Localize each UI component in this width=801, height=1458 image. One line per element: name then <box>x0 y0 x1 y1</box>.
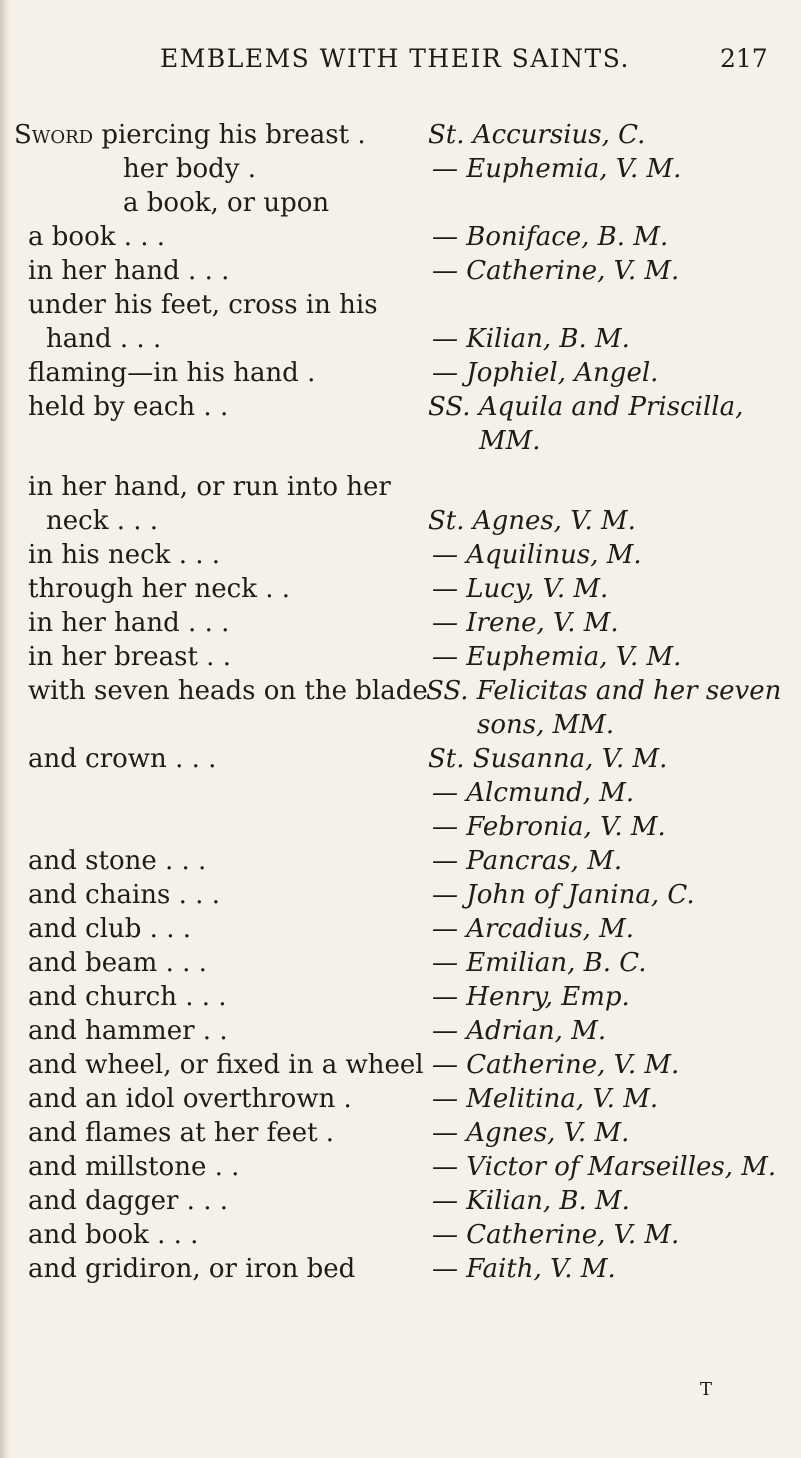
saint-entry: — John of Janina, C. <box>432 880 695 910</box>
emblem-line: held by each . . <box>28 392 229 422</box>
saint-entry: — Arcadius, M. <box>432 914 634 944</box>
emblem-line: her body . <box>123 154 256 184</box>
emblem-line: through her neck . . <box>28 574 291 604</box>
signature-mark: T <box>700 1379 713 1400</box>
saint-entry: — Victor of Marseilles, M. <box>432 1152 777 1182</box>
emblem-line: and an idol overthrown . <box>28 1084 352 1114</box>
saint-entry: — Pancras, M. <box>432 846 623 876</box>
saint-entry: — Melitina, V. M. <box>432 1084 659 1114</box>
saint-entry: — Lucy, V. M. <box>432 574 609 604</box>
saint-entry: sons, MM. <box>477 710 615 740</box>
saint-entry: — Henry, Emp. <box>432 982 630 1012</box>
emblem-line: in his neck . . . <box>28 540 221 570</box>
emblem-line: in her hand, or run into her <box>28 472 391 502</box>
saint-entry: SS. Aquila and Priscilla, <box>428 392 744 422</box>
page-number: 217 <box>720 44 768 73</box>
saint-entry: — Adrian, M. <box>432 1016 607 1046</box>
emblem-line: hand . . . <box>46 324 162 354</box>
saint-entry: St. Accursius, C. <box>428 120 646 150</box>
saint-entry: — Faith, V. M. <box>432 1254 616 1284</box>
saint-entry: — Agnes, V. M. <box>432 1118 630 1148</box>
drop-word: Sword <box>14 120 94 150</box>
emblem-line: neck . . . <box>46 506 159 536</box>
emblem-line: and crown . . . <box>28 744 217 774</box>
emblem-line: and hammer . . <box>28 1016 228 1046</box>
saint-entry: — Euphemia, V. M. <box>432 154 682 184</box>
emblem-line: in her breast . . <box>28 642 231 672</box>
saint-entry: — Emilian, B. C. <box>432 948 647 978</box>
emblem-line: in her hand . . . <box>28 256 230 286</box>
saint-entry: — Kilian, B. M. <box>432 324 630 354</box>
emblem-line: and millstone . . <box>28 1152 240 1182</box>
emblem-line: under his feet, cross in his <box>28 290 378 320</box>
emblem-line: and chains . . . <box>28 880 220 910</box>
saint-entry: MM. <box>479 426 541 456</box>
saint-entry: — Irene, V. M. <box>432 608 619 638</box>
emblem-line <box>14 122 366 148</box>
saint-entry: — Aquilinus, M. <box>432 540 642 570</box>
emblem-line: and club . . . <box>28 914 192 944</box>
emblem-line: with seven heads on the blade <box>28 676 428 706</box>
emblem-line: and stone . . . <box>28 846 207 876</box>
emblem-line: flaming—in his hand . <box>28 358 316 388</box>
emblem-line: in her hand . . . <box>28 608 230 638</box>
saint-entry: — Boniface, B. M. <box>432 222 669 252</box>
emblem-text: piercing his breast . <box>93 120 366 150</box>
emblem-line: and flames at her feet . <box>28 1118 335 1148</box>
emblem-line: and beam . . . <box>28 948 207 978</box>
emblem-line: a book . . . <box>28 222 166 252</box>
saint-entry: — Jophiel, Angel. <box>432 358 659 388</box>
saint-entry: — Alcmund, M. <box>432 778 635 808</box>
emblem-line: and church . . . <box>28 982 227 1012</box>
running-title: EMBLEMS WITH THEIR SAINTS. <box>160 44 630 73</box>
emblem-line: and dagger . . . <box>28 1186 228 1216</box>
saint-entry: — Kilian, B. M. <box>432 1186 630 1216</box>
saint-entry: SS. Felicitas and her seven <box>426 676 782 706</box>
saint-entry: — Febronia, V. M. <box>432 812 666 842</box>
emblem-line: and gridiron, or iron bed <box>28 1254 356 1284</box>
emblem-line: a book, or upon <box>123 188 330 218</box>
saint-entry: — Catherine, V. M. <box>432 1050 680 1080</box>
saint-entry: — Catherine, V. M. <box>432 1220 680 1250</box>
saint-entry: — Euphemia, V. M. <box>432 642 682 672</box>
saint-entry: St. Agnes, V. M. <box>428 506 636 536</box>
emblem-line: and wheel, or fixed in a wheel <box>28 1050 424 1080</box>
saint-entry: — Catherine, V. M. <box>432 256 680 286</box>
saint-entry: St. Susanna, V. M. <box>428 744 668 774</box>
emblem-line: and book . . . <box>28 1220 199 1250</box>
page-binding-shadow <box>0 0 10 1458</box>
